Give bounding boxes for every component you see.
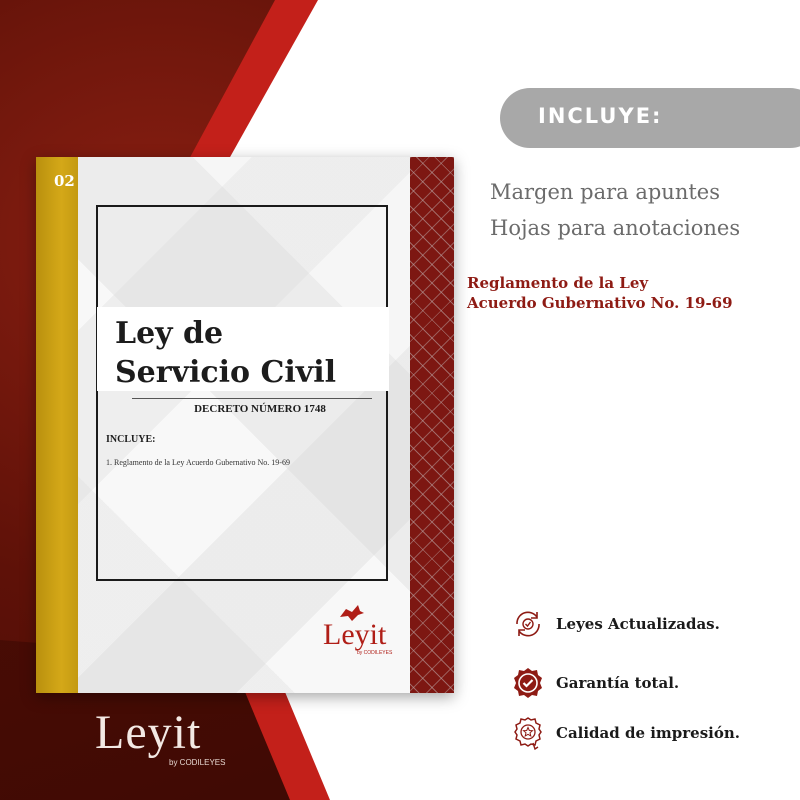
brand-logo-word: Leyit bbox=[95, 706, 202, 759]
book-incluye: INCLUYE: bbox=[106, 434, 156, 445]
book-logo-word: Leyit bbox=[323, 618, 387, 651]
book-title-line2: Servicio Civil bbox=[115, 355, 337, 390]
refresh-check-icon bbox=[510, 606, 546, 642]
book-item: 1. Reglamento de la Ley Acuerdo Gubernativo No. 19-69 bbox=[106, 458, 290, 467]
reglamento-line1: Reglamento de la Ley bbox=[467, 274, 649, 292]
book-spine bbox=[36, 157, 78, 693]
badge-label: Calidad de impresión. bbox=[556, 724, 741, 742]
book-title-line1: Ley de bbox=[115, 316, 224, 351]
feature-hojas: Hojas para anotaciones bbox=[490, 216, 741, 240]
book-title bbox=[115, 314, 395, 392]
book-logo bbox=[323, 620, 403, 656]
badge-leyes-actualizadas bbox=[510, 606, 720, 642]
book-divider bbox=[132, 398, 372, 399]
book-decreto: DECRETO NÚMERO 1748 bbox=[194, 403, 326, 415]
brand-logo bbox=[95, 708, 225, 767]
book-cover-image bbox=[36, 157, 454, 693]
book-logo-by: by CODILEYES bbox=[357, 650, 393, 656]
check-seal-icon bbox=[510, 665, 546, 701]
book-pattern-strip bbox=[410, 157, 454, 693]
book-number: 02 bbox=[54, 172, 75, 190]
reglamento-line2: Acuerdo Gubernativo No. 19-69 bbox=[467, 294, 733, 312]
quality-award-icon bbox=[510, 715, 546, 751]
badge-label: Garantía total. bbox=[556, 674, 680, 692]
badge-label: Leyes Actualizadas. bbox=[556, 615, 720, 633]
feature-margen: Margen para apuntes bbox=[490, 180, 720, 204]
book-frame bbox=[96, 205, 388, 581]
brand-logo-by: by CODILEYES bbox=[169, 758, 226, 767]
badge-garantia-total bbox=[510, 665, 679, 701]
incluye-heading: INCLUYE: bbox=[538, 104, 663, 128]
badge-calidad-impresion bbox=[510, 715, 740, 751]
